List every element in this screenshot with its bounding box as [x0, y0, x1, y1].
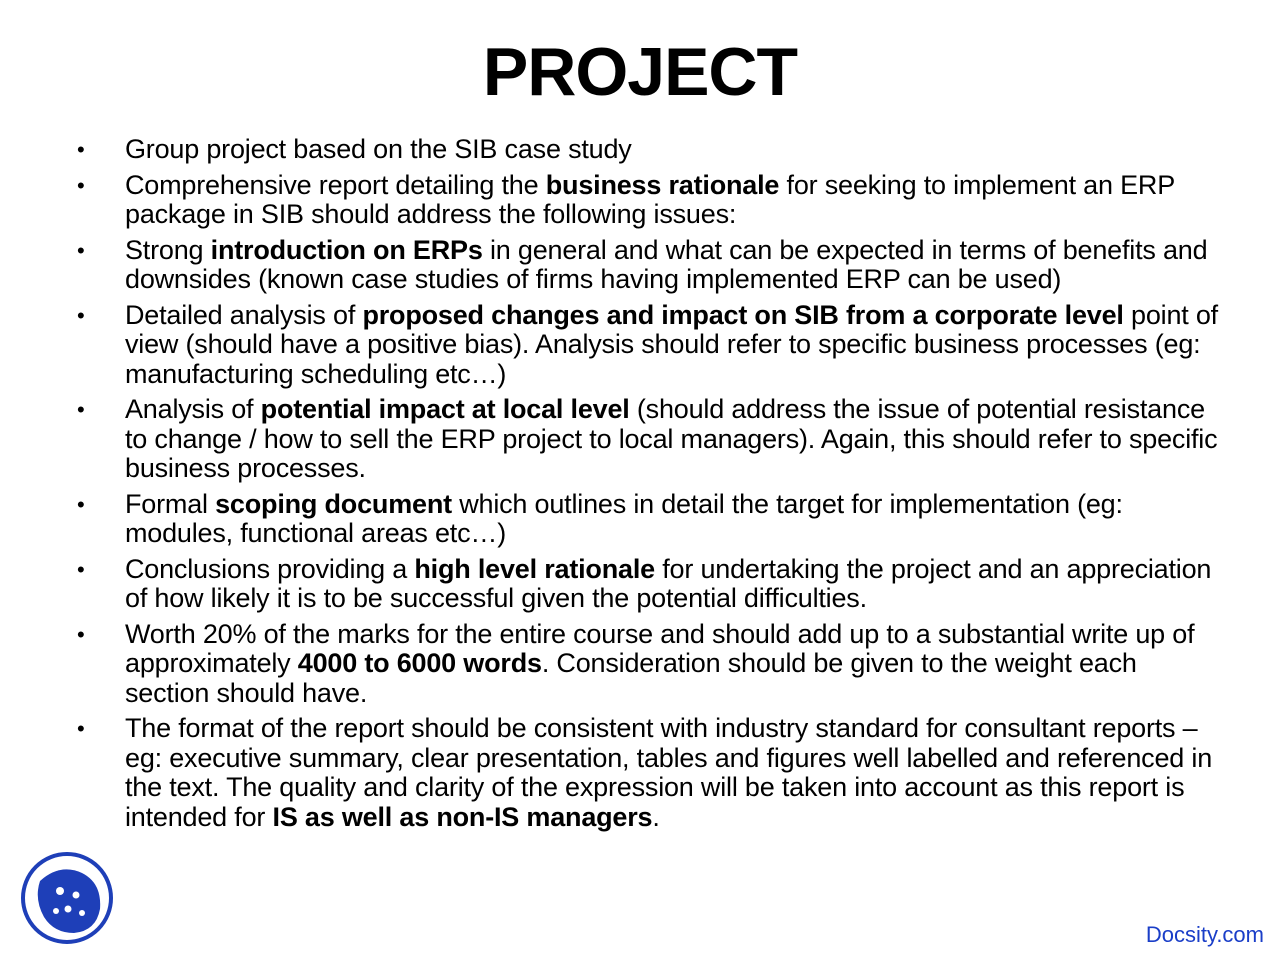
bullet-emphasis: high level rationale [414, 553, 655, 584]
bullet-emphasis: business rationale [545, 169, 780, 200]
bullet-emphasis: introduction on ERPs [210, 234, 483, 265]
university-seal-icon [20, 851, 114, 945]
bullet-text: Comprehensive report detailing the [125, 169, 546, 200]
bullet-text: The format of the report should be consistent with industry standard for consultant reports – eg: executive summary, clear presentation, tables and figures well labelled and referenced in the text. The quality and clarity of the expression will be taken into account as this report is intended for [125, 713, 1213, 832]
bullet-item [0, 490, 1280, 549]
bullet-text: Conclusions providing a [125, 553, 415, 584]
bullet-emphasis: IS as well as non-IS managers [272, 801, 653, 832]
bullet-emphasis: scoping document [215, 488, 452, 519]
bullet-text: point of view (should have a positive bias). Analysis should refer to specific business processes (eg: manufacturing scheduling etc…) [125, 299, 1218, 389]
bullet-item [0, 395, 1280, 484]
bullet-text: Strong [125, 234, 211, 265]
bullet-text: Group project based on the SIB case study [125, 134, 632, 164]
bullet-text: for undertaking the project and an appreciation of how likely it is to be successful given the potential difficulties. [125, 553, 1212, 613]
bullet-text: Analysis of [125, 394, 261, 424]
bullet-item [0, 236, 1280, 295]
bullet-item [0, 555, 1280, 614]
bullet-text: . [652, 801, 660, 832]
bullet-text: . Consideration should be given to the weight each section should have. [125, 648, 1137, 708]
bullet-text: in general and what can be expected in terms of benefits and downsides (known case studies of firms having implemented ERP can be used) [125, 234, 1208, 294]
bullet-emphasis: 4000 to 6000 words [297, 648, 542, 678]
bullet-item [0, 301, 1280, 390]
slide-title: PROJECT [482, 34, 798, 110]
bullet-item [0, 171, 1280, 230]
bullet-text: Detailed analysis of [125, 299, 363, 330]
bullet-item [0, 135, 1280, 165]
bullet-item [0, 620, 1280, 709]
bullet-text: for seeking to implement an ERP package in SIB should address the following issues: [125, 169, 1175, 229]
bullet-emphasis: potential impact at local level [260, 394, 630, 424]
bullet-text: Formal [125, 488, 216, 519]
bullet-list [0, 135, 1280, 838]
bullet-emphasis: proposed changes and impact on SIB from a corporate level [362, 299, 1124, 330]
bullet-item [0, 714, 1280, 832]
bullet-text: (should address the issue of potential resistance to change / how to sell the ERP project to local managers). Again, this should refer to specific business processes. [125, 394, 1218, 483]
bullet-text: Worth 20% of the marks for the entire course and should add up to a substantial write up of approximately [125, 618, 1195, 678]
docsity-watermark[interactable]: Docsity.com [1145, 922, 1264, 947]
bullet-text: which outlines in detail the target for implementation (eg: modules, functional areas etc…) [125, 488, 1123, 548]
